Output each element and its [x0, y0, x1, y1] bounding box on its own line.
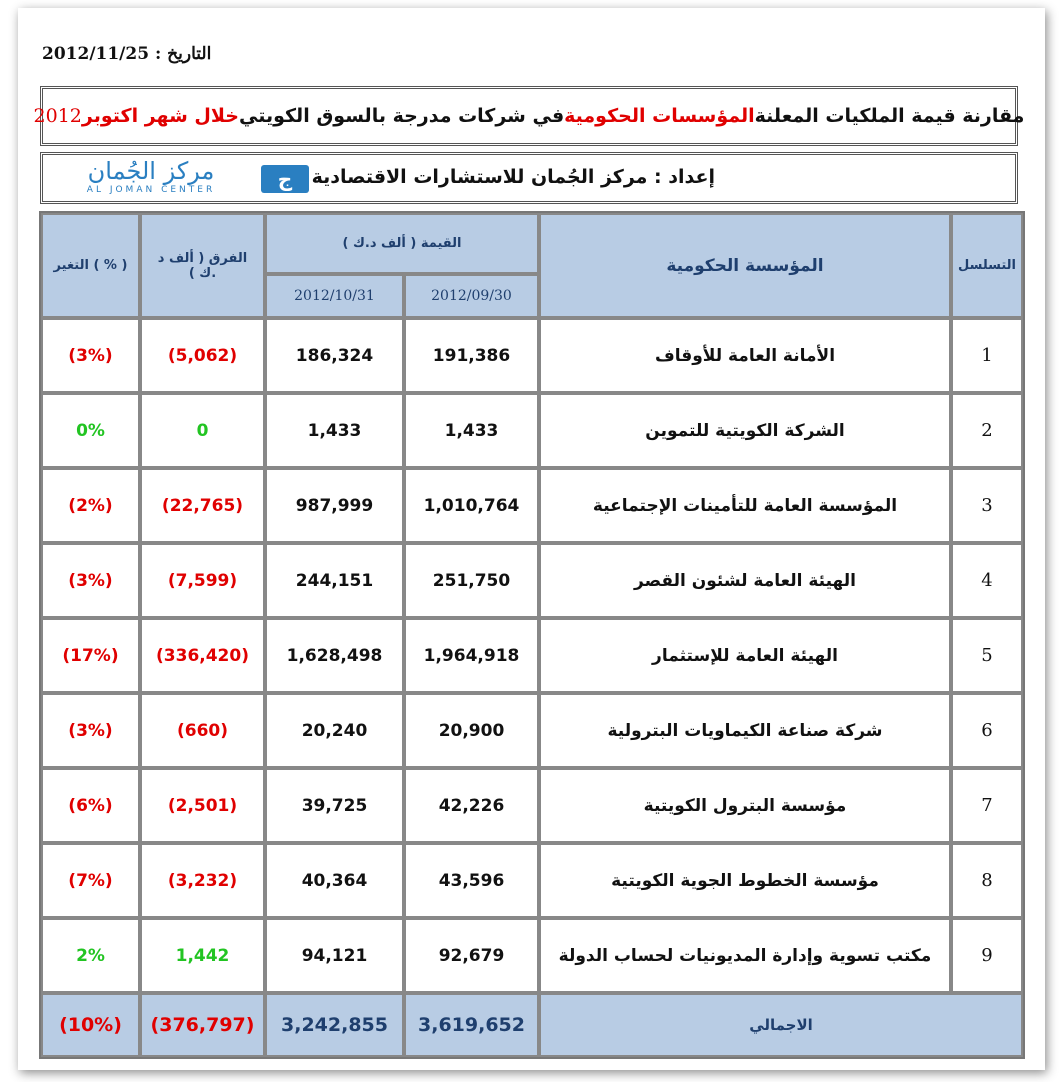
title-part1: مقارنة قيمة الملكيات المعلنة	[754, 105, 1025, 127]
header-diff: الفرق ( ألف د .ك )	[140, 213, 265, 318]
report-title	[33, 86, 1025, 146]
table-row	[41, 768, 1023, 843]
prepared-by-box	[40, 152, 1018, 204]
table-row	[41, 843, 1023, 918]
table-row	[41, 693, 1023, 768]
row-change: (7%)	[41, 843, 140, 918]
prepared-by: إعداد : مركز الجُمان للاستشارات الاقتصادية	[311, 166, 715, 188]
joman-logo	[47, 157, 337, 199]
table-row	[41, 618, 1023, 693]
row-value-2: 186,324	[265, 318, 404, 393]
row-institution: الهيئة العامة للإستثمار	[539, 618, 951, 693]
header-date-1: 2012/09/30	[404, 274, 539, 318]
total-label: الاجمالي	[539, 993, 1023, 1057]
row-value-1: 20,900	[404, 693, 539, 768]
row-institution: شركة صناعة الكيماويات البترولية	[539, 693, 951, 768]
report-page	[18, 8, 1045, 1070]
row-seq: 8	[951, 843, 1023, 918]
row-value-2: 39,725	[265, 768, 404, 843]
row-institution: مؤسسة البترول الكويتية	[539, 768, 951, 843]
row-seq: 1	[951, 318, 1023, 393]
logo-arabic-text: مركز الجُمان	[87, 157, 215, 185]
table-row	[41, 393, 1023, 468]
title-year: 2012	[33, 105, 82, 127]
header-seq: التسلسل	[951, 213, 1023, 318]
header-date-2: 2012/10/31	[265, 274, 404, 318]
row-value-1: 42,226	[404, 768, 539, 843]
row-change: 0%	[41, 393, 140, 468]
row-seq: 3	[951, 468, 1023, 543]
row-value-1: 1,010,764	[404, 468, 539, 543]
row-value-2: 987,999	[265, 468, 404, 543]
row-value-1: 1,964,918	[404, 618, 539, 693]
row-value-1: 251,750	[404, 543, 539, 618]
row-institution: الشركة الكويتية للتموين	[539, 393, 951, 468]
row-value-2: 1,628,498	[265, 618, 404, 693]
row-diff: (5,062)	[140, 318, 265, 393]
header-institution: المؤسسة الحكومية	[539, 213, 951, 318]
header-value: القيمة ( ألف د.ك )	[265, 213, 539, 274]
report-date	[42, 44, 211, 74]
row-value-2: 244,151	[265, 543, 404, 618]
row-value-1: 92,679	[404, 918, 539, 993]
row-diff: 1,442	[140, 918, 265, 993]
header-change: التغير ( % )	[41, 213, 140, 318]
row-change: 2%	[41, 918, 140, 993]
total-row	[41, 993, 1023, 1057]
row-change: (3%)	[41, 543, 140, 618]
total-value-1: 3,619,652	[404, 993, 539, 1057]
row-change: (3%)	[41, 693, 140, 768]
title-part2: المؤسسات الحكومية	[564, 105, 755, 127]
row-seq: 7	[951, 768, 1023, 843]
total-diff: (376,797)	[140, 993, 265, 1057]
row-value-1: 1,433	[404, 393, 539, 468]
holdings-table	[39, 211, 1025, 1059]
row-value-2: 40,364	[265, 843, 404, 918]
table-row	[41, 543, 1023, 618]
row-change: (6%)	[41, 768, 140, 843]
row-value-2: 1,433	[265, 393, 404, 468]
date-label: التاريخ :	[154, 44, 212, 64]
row-institution: مكتب تسوية وإدارة المديونيات لحساب الدولة	[539, 918, 951, 993]
total-value-2: 3,242,855	[265, 993, 404, 1057]
row-diff: (3,232)	[140, 843, 265, 918]
row-diff: (22,765)	[140, 468, 265, 543]
row-institution: المؤسسة العامة للتأمينات الإجتماعية	[539, 468, 951, 543]
table-row	[41, 918, 1023, 993]
title-part4: خلال شهر اكتوبر	[81, 105, 239, 127]
row-change: (17%)	[41, 618, 140, 693]
row-value-2: 20,240	[265, 693, 404, 768]
row-value-1: 191,386	[404, 318, 539, 393]
row-diff: (7,599)	[140, 543, 265, 618]
row-institution: الهيئة العامة لشئون القصر	[539, 543, 951, 618]
row-seq: 4	[951, 543, 1023, 618]
table-row	[41, 318, 1023, 393]
row-diff: (2,501)	[140, 768, 265, 843]
row-diff: (660)	[140, 693, 265, 768]
row-seq: 5	[951, 618, 1023, 693]
row-value-1: 43,596	[404, 843, 539, 918]
logo-english-text: AL JOMAN CENTER	[86, 185, 216, 195]
row-value-2: 94,121	[265, 918, 404, 993]
row-seq: 9	[951, 918, 1023, 993]
date-value: 2012/11/25	[42, 44, 150, 64]
total-change: (10%)	[41, 993, 140, 1057]
row-change: (2%)	[41, 468, 140, 543]
joman-logo-icon: ج	[261, 165, 309, 193]
row-diff: 0	[140, 393, 265, 468]
row-seq: 2	[951, 393, 1023, 468]
row-institution: الأمانة العامة للأوقاف	[539, 318, 951, 393]
row-change: (3%)	[41, 318, 140, 393]
row-institution: مؤسسة الخطوط الجوية الكويتية	[539, 843, 951, 918]
title-part3: في شركات مدرجة بالسوق الكويتي	[238, 105, 565, 127]
row-diff: (336,420)	[140, 618, 265, 693]
table-row	[41, 468, 1023, 543]
row-seq: 6	[951, 693, 1023, 768]
